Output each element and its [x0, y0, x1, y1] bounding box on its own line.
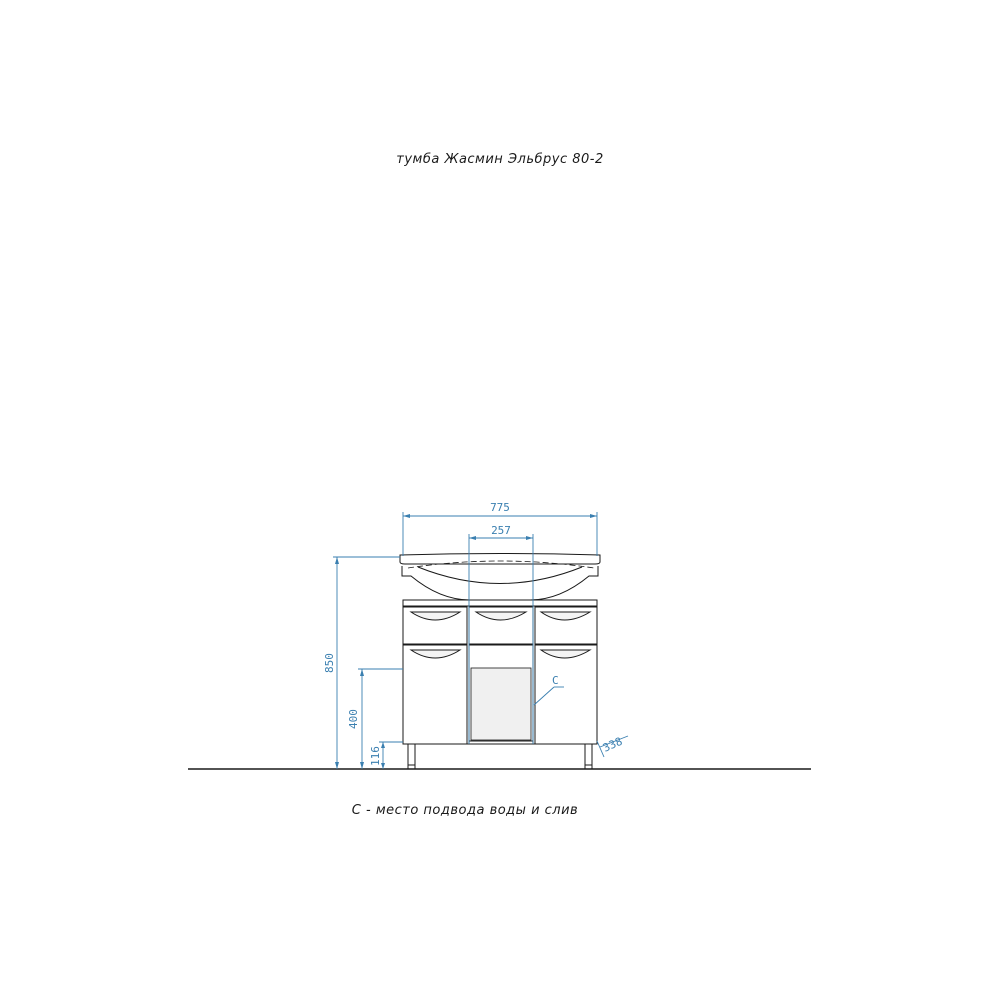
- legend-note: С - место подвода воды и слив: [351, 803, 579, 818]
- dimension-338-label: 338: [600, 734, 625, 755]
- dimension-257-label: 257: [491, 524, 511, 537]
- cabinet-body: [403, 600, 597, 769]
- handle-icon: [541, 612, 590, 620]
- dimension-height-total: [323, 557, 400, 769]
- handle-icon: [541, 650, 590, 658]
- dimension-116-label: 116: [369, 746, 382, 766]
- connection-point-marker: [534, 674, 564, 705]
- dimension-775-label: 775: [490, 501, 510, 514]
- handle-icon: [476, 612, 526, 620]
- handle-icon: [411, 612, 460, 620]
- dimension-400-label: 400: [347, 709, 360, 729]
- connection-label: С: [552, 674, 559, 687]
- dimension-850-label: 850: [323, 653, 336, 673]
- door-right: [535, 645, 597, 744]
- handle-icon: [411, 650, 460, 658]
- dimension-depth: [597, 735, 628, 757]
- sink-top: [400, 554, 600, 601]
- drawing-title: тумба Жасмин Эльбрус 80-2: [396, 152, 604, 167]
- door-left: [403, 645, 467, 744]
- dimension-height-legs: [369, 742, 403, 769]
